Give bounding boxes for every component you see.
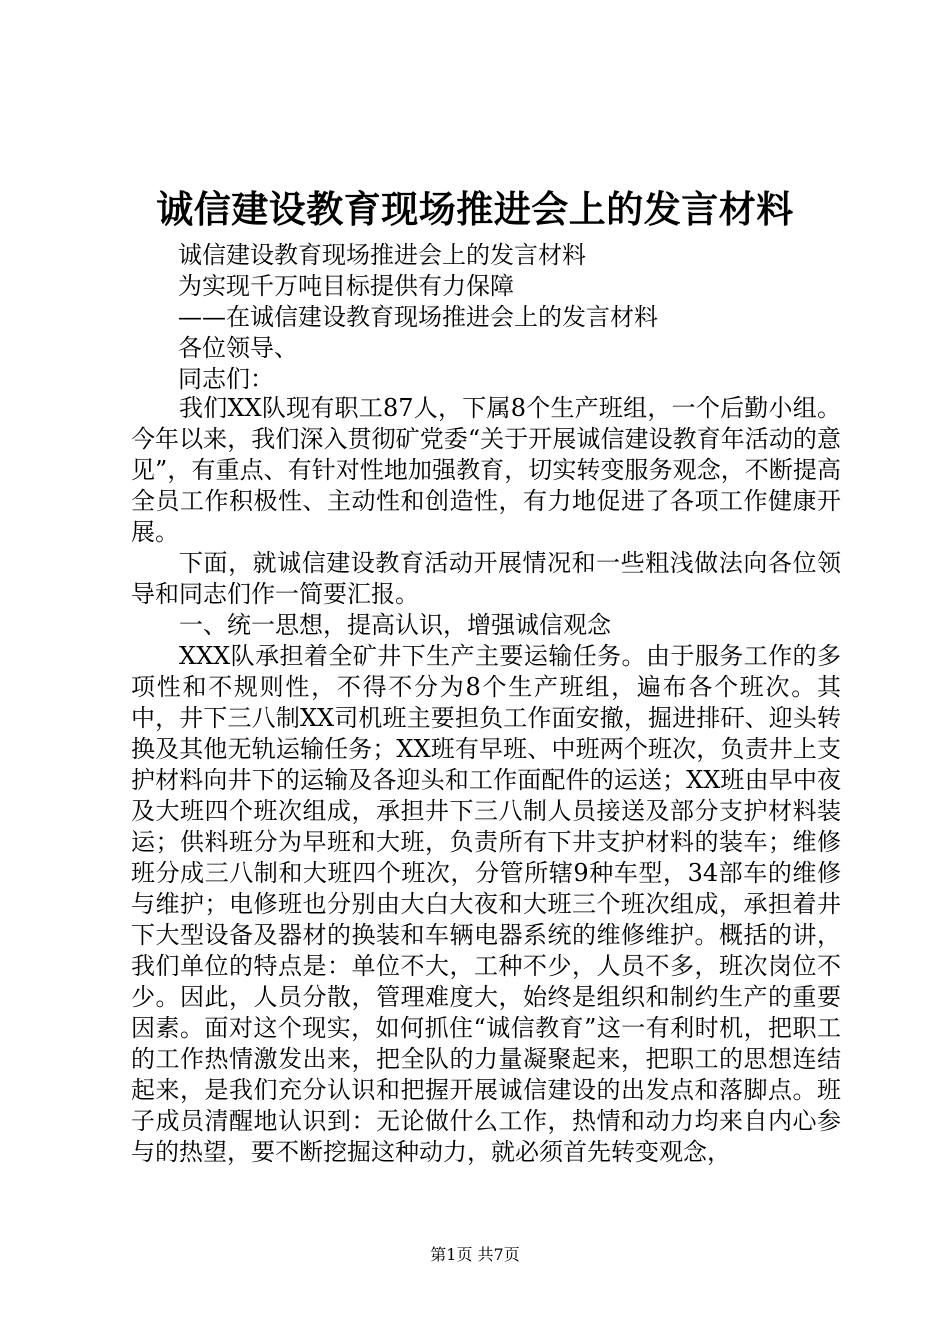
paragraph-overview: 我们XX队现有职工87人，下属8个生产班组，一个后勤小组。今年以来，我们深入贯彻矿党委“关于开展诚信建设教育年活动的意见”，有重点、有针对性地加强教育，切实转变服务观念，不断提高全员工作积极性、主动性和创造性，有力地促进了各项工作健康开展。	[131, 394, 841, 546]
intro-line-subtitle: ——在诚信建设教育现场推进会上的发言材料	[178, 303, 658, 331]
paragraph-report-intro: 下面，就诚信建设教育活动开展情况和一些粗浅做法向各位领导和同志们作一简要汇报。	[131, 549, 841, 608]
intro-line-slogan: 为实现千万吨目标提供有力保障	[178, 272, 514, 300]
intro-line-salutation-comrades: 同志们：	[178, 365, 274, 393]
paragraph-section-1: XXX队承担着全矿井下生产主要运输任务。由于服务工作的多项性和不规则性，不得不分为8个生产班组，遍布各个班次。其中，井下三八制XX司机班主要担负工作面安撤，掘进排矸、迎头转换及其他无轨运输任务；XX班有早班、中班两个班次，负责井上支护材料向井下的运输及各迎头和工作面配件的运送；XX班由早中夜及大班四个班次组成，承担井下三八制人员接送及部分支护材料装运；供料班分为早班和大班，负责所有下井支护材料的装车；维修班分成三八制和大班四个班次，分管所辖9种车型，34部车的维修与维护；电修班也分别由大白大夜和大班三个班次组成，承担着井下大型设备及器材的换装和车辆电器系统的维修维护。概括的讲，我们单位的特点是：单位不大，工种不少，人员不多，班次岗位不少。因此，人员分散，管理难度大，始终是组织和制约生产的重要因素。面对这个现实，如何抓住“诚信教育”这一有利时机，把职工的工作热情激发出来，把全队的力量凝聚起来，把职工的思想连结起来，是我们充分认识和把握开展诚信建设的出发点和落脚点。班子成员清醒地认识到：无论做什么工作，热情和动力均来自内心参与的热望，要不断挖掘这种动力，就必须首先转变观念，	[131, 642, 841, 1166]
page-number-footer: 第1页 共7页	[430, 1245, 520, 1264]
intro-block	[178, 240, 878, 395]
intro-line-subject: 诚信建设教育现场推进会上的发言材料	[178, 241, 586, 269]
intro-line-salutation-leaders: 各位领导、	[178, 334, 298, 362]
section-heading-1: 一、统一思想，提高认识，增强诚信观念	[179, 611, 611, 639]
document-title: 诚信建设教育现场推进会上的发言材料	[156, 187, 794, 231]
document-body	[131, 393, 841, 1168]
